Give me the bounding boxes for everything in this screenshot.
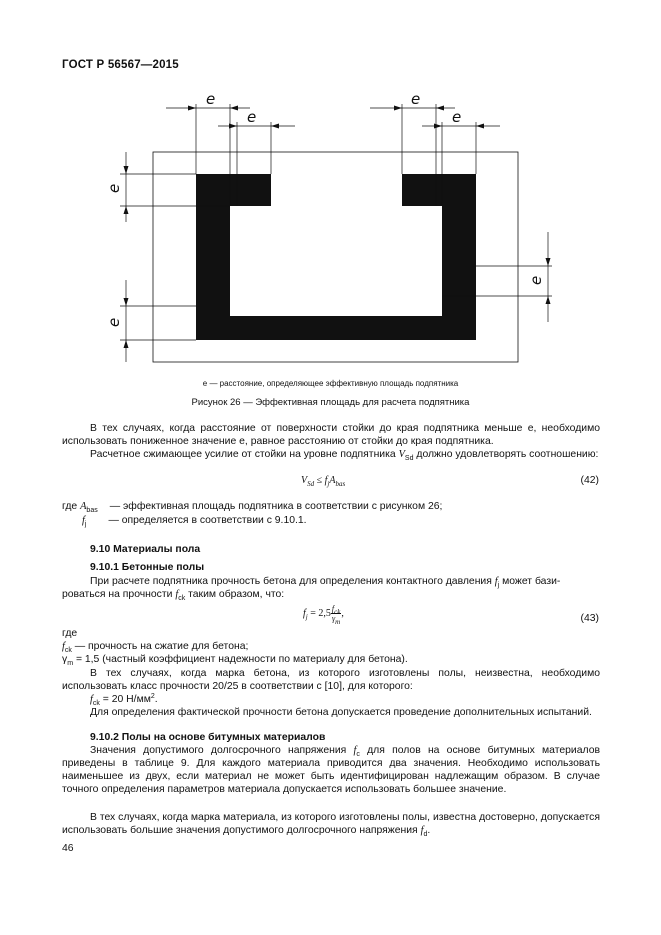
equation-43-number: (43) <box>580 613 599 624</box>
paragraph-3-line-1: При расчете подпятника прочность бетона для определения контактного давления $f_j$ может бази- <box>90 576 561 589</box>
where-label-2: где <box>62 628 78 639</box>
page-number: 46 <box>62 843 74 854</box>
definition-row-abas: где $A_{bas}$ — эффективная площадь подпятника в соответствии с рисунком 26; <box>62 501 443 514</box>
equation-42: $V_{Sd} \le f_jA_{bas}$ <box>301 475 346 488</box>
dim-label-top-right-inner: e <box>452 108 462 126</box>
equation-43: $f_j = 2,5$ $\frac{f_{ck}}{\gamma_m}$ , <box>303 604 344 626</box>
section-9-10-1-heading: 9.10.1 Бетонные полы <box>90 562 205 573</box>
figure-legend: e — расстояние, определяющее эффективную площадь подпятника <box>202 379 459 388</box>
figure-caption: Рисунок 26 — Эффективная площадь для расчета подпятника <box>191 397 470 408</box>
equation-42-number: (42) <box>580 475 599 486</box>
dim-label-top-left-inner: e <box>247 108 257 126</box>
fck-value: $f_{ck} = 20$ $Н/мм^2$. <box>90 693 158 707</box>
dim-label-left-upper: e <box>105 183 123 193</box>
dim-label-right: e <box>527 275 545 285</box>
paragraph-3-line-2: роваться на прочности $f_{ck}$ таким образом, что: <box>62 589 285 602</box>
figure-26-diagram <box>100 82 545 372</box>
definition-fck: $f_{ck}$ — прочность на сжатие для бетона; <box>62 641 249 654</box>
document-header: ГОСТ Р 56567—2015 <box>62 59 179 71</box>
definition-row-fj: $f_j$ — определяется в соответствии с 9.10.1. <box>82 515 307 528</box>
dim-label-top-right-outer: e <box>411 90 421 108</box>
paragraph-1: В тех случаях, когда расстояние от поверхности стойки до края подпятника меньше e, необходимо использовать пониженное значение e, равное расстоянию от стойки до края подпятника. <box>62 423 600 447</box>
paragraph-6: Значения допустимого долгосрочного напряжения $f_c$ для полов на основе битумных материалов приведены в таблице 9. Для каждого материала приводится два значения. Необходимо использовать наименьшее из двух, если материал не может быть идентифицирован надлежащим образом. В случае точного определения параметров материала допускается использовать большее значение. <box>62 745 600 795</box>
section-9-10-2-heading: 9.10.2 Полы на основе битумных материалов <box>90 732 326 743</box>
paragraph-7: В тех случаях, когда марка материала, из которого изготовлены полы, известна достоверно, допускается использовать большие значения допустимого долгосрочного напряжения $f_d$. <box>62 812 600 838</box>
dim-label-top-left-outer: e <box>206 90 216 108</box>
paragraph-2: Расчетное сжимающее усилие от стойки на уровне подпятника $V_{Sd}$ должно удовлетворять соотношению: <box>90 449 599 462</box>
paragraph-4: В тех случаях, когда марка бетона, из которого изготовлены полы, неизвестна, необходимо использовать класс прочности 20/25 в соответствии с [10], для которого: <box>62 668 600 692</box>
definition-gamma-m: $\gamma_m = 1,5$ (частный коэффициент надежности по материалу для бетона). <box>62 654 408 667</box>
dim-label-left-lower: e <box>105 317 123 327</box>
section-9-10-heading: 9.10 Материалы пола <box>90 544 201 555</box>
paragraph-5: Для определения фактической прочности бетона допускается проведение дополнительных испытаний. <box>90 707 592 718</box>
